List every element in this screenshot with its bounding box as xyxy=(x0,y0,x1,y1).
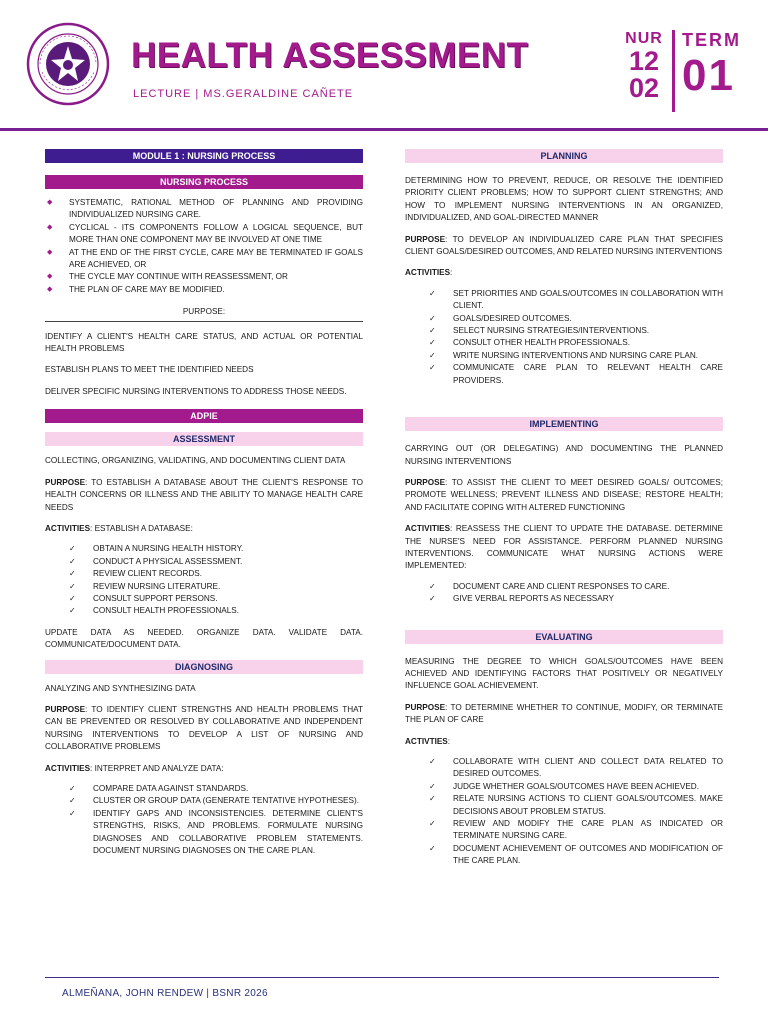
list-item: ✓ RELATE NURSING ACTIONS TO CLIENT GOALS/OUTCOMES. MAKE DECISIONS ABOUT PROBLEM STATUS. xyxy=(429,794,723,816)
list-item: ✓ GIVE VERBAL REPORTS AS NECESSARY xyxy=(429,593,723,605)
checkmark-icon: ✓ xyxy=(69,544,76,554)
checkmark-icon: ✓ xyxy=(429,338,436,348)
header-divider xyxy=(672,30,675,112)
list-item: ✓ GOALS/DESIRED OUTCOMES. xyxy=(429,313,723,325)
diamond-bullet-icon: ◆ xyxy=(47,285,53,293)
list-item: ◆ SYSTEMATIC, RATIONAL METHOD OF PLANNING AND PROVIDING INDIVIDUALIZED NURSING CARE. xyxy=(47,198,363,220)
module-bar: MODULE 1 : NURSING PROCESS xyxy=(45,149,363,163)
implementing-definition: CARRYING OUT (OR DELEGATING) AND DOCUMENTING THE PLANNED NURSING INTERVENTIONS xyxy=(405,444,723,466)
diamond-bullet-icon: ◆ xyxy=(47,248,53,256)
assessment-bar: ASSESSMENT xyxy=(45,432,363,446)
list-item: ✓ CLUSTER OR GROUP DATA (GENERATE TENTATIVE HYPOTHESES). xyxy=(69,795,363,807)
checkmark-icon: ✓ xyxy=(429,363,436,373)
checkmark-icon: ✓ xyxy=(69,606,76,616)
checkmark-icon: ✓ xyxy=(69,808,76,818)
diagnosing-activities: ACTIVITIES: INTERPRET AND ANALYZE DATA: xyxy=(45,763,224,773)
left-column xyxy=(45,149,363,857)
assessment-after: UPDATE DATA AS NEEDED. ORGANIZE DATA. VALIDATE DATA. COMMUNICATE/DOCUMENT DATA. xyxy=(45,627,363,650)
nursing-process-bar: NURSING PROCESS xyxy=(45,175,363,189)
diagnosing-activities-list xyxy=(45,783,363,857)
list-item: ✓ IDENTIFY GAPS AND INCONSISTENCIES. DETERMINE CLIENT'S STRENGTHS, RISKS, AND PROBLEMS. FORMULATE NURSING DIAGNOSES AND COLLABORATIVE PROBLEM STATEMENTS. DOCUMENT NURSING DIAGNOSES ON THE CARE PLAN. xyxy=(69,808,363,856)
checkmark-icon: ✓ xyxy=(429,781,436,791)
list-item: ✓ CONDUCT A PHYSICAL ASSESSMENT. xyxy=(69,556,363,568)
evaluating-activities: ACTIVTIES: xyxy=(405,736,451,746)
checkmark-icon: ✓ xyxy=(69,581,76,591)
checkmark-icon: ✓ xyxy=(429,757,436,766)
diamond-bullet-icon: ◆ xyxy=(47,199,53,206)
list-item: ✓ SET PRIORITIES AND GOALS/OUTCOMES IN COLLABORATION WITH CLIENT. xyxy=(429,288,723,311)
checkmark-icon: ✓ xyxy=(429,819,436,829)
adpie-bar: ADPIE xyxy=(45,409,363,423)
diamond-bullet-icon: ◆ xyxy=(47,223,53,231)
evaluating-bar: EVALUATING xyxy=(405,630,723,644)
checkmark-icon: ✓ xyxy=(69,593,76,603)
implementing-purpose: PURPOSE: TO ASSIST THE CLIENT TO MEET DESIRED GOALS/ OUTCOMES; PROMOTE WELLNESS; PREVENT ILLNESS AND DISEASE; RESTORE HEALTH; AND FACILITATE COPING WITH ALTERED FUNCTIONING xyxy=(405,477,723,512)
term-number: 01 xyxy=(682,51,735,100)
purpose-line: DELIVER SPECIFIC NURSING INTERVENTIONS TO ADDRESS THOSE NEEDS. xyxy=(45,386,347,396)
implementing-bar: IMPLEMENTING xyxy=(405,417,723,431)
list-item: ✓ CONSULT OTHER HEALTH PROFESSIONALS. xyxy=(429,337,723,349)
checkmark-icon: ✓ xyxy=(429,313,436,323)
header-rule xyxy=(0,128,768,131)
list-item: ✓ OBTAIN A NURSING HEALTH HISTORY. xyxy=(69,543,363,555)
checkmark-icon: ✓ xyxy=(429,794,436,804)
footer-author: ALMEÑANA, JOHN RENDEW | BSNR 2026 xyxy=(62,988,268,999)
assessment-activities-list xyxy=(45,543,363,617)
checkmark-icon: ✓ xyxy=(69,796,76,806)
list-item: ✓ REVIEW AND MODIFY THE CARE PLAN AS INDICATED OR TERMINATE NURSING CARE. xyxy=(429,819,723,841)
list-item: ✓ COMMUNICATE CARE PLAN TO RELEVANT HEALTH CARE PROVIDERS. xyxy=(429,363,723,385)
university-seal-icon xyxy=(26,22,110,106)
planning-definition: DETERMINING HOW TO PREVENT, REDUCE, OR RESOLVE THE IDENTIFIED PRIORITY CLIENT PROBLEMS; HOW TO SUPPORT CLIENT STRENGTHS; AND HOW TO IMPLEMENT NURSING INTERVENTIONS IN AN ORGANIZED, INDIVIDUALIZED, AND GOAL-DIRECTED MANNER xyxy=(405,176,723,223)
list-item: ✓ COMPARE DATA AGAINST STANDARDS. xyxy=(69,783,363,795)
checkmark-icon: ✓ xyxy=(429,288,436,298)
diagnosing-definition: ANALYZING AND SYNTHESIZING DATA xyxy=(45,683,196,693)
course-code xyxy=(624,30,664,102)
list-item: ◆ AT THE END OF THE FIRST CYCLE, CARE MAY BE TERMINATED IF GOALS ARE ACHIEVED, OR xyxy=(47,247,363,270)
implementing-activities-list xyxy=(405,581,723,606)
term-block xyxy=(682,30,741,101)
checkmark-icon: ✓ xyxy=(429,594,436,604)
assessment-activities: ACTIVITIES: ESTABLISH A DATABASE: xyxy=(45,523,193,533)
planning-bar: PLANNING xyxy=(405,149,723,163)
footer-rule xyxy=(45,977,719,978)
list-item: ✓ DOCUMENT CARE AND CLIENT RESPONSES TO CARE. xyxy=(429,581,723,593)
purpose-line: IDENTIFY A CLIENT'S HEALTH CARE STATUS, AND ACTUAL OR POTENTIAL HEALTH PROBLEMS xyxy=(45,331,363,354)
list-item: ✓ REVIEW NURSING LITERATURE. xyxy=(69,581,363,593)
checkmark-icon: ✓ xyxy=(69,556,76,566)
page-header xyxy=(0,0,768,125)
evaluating-definition: MEASURING THE DEGREE TO WHICH GOALS/OUTCOMES HAVE BEEN ACHIEVED AND IDENTIFYING FACTORS THAT POSITIVELY OR NEGATIVELY INFLUENCE GOAL ACHIEVEMENT. xyxy=(405,656,723,691)
page-title: HEALTH ASSESSMENT xyxy=(131,36,529,75)
term-label: TERM xyxy=(682,30,741,50)
diagnosing-purpose: PURPOSE: TO IDENTIFY CLIENT STRENGTHS AND HEALTH PROBLEMS THAT CAN BE PREVENTED OR RESOLVED BY COLLABORATIVE AND INDEPENDENT NURSING INTERVENTIONS TO DEVELOP A LIST OF NURSING AND COLLABORATIVE PROBLEMS xyxy=(45,704,363,752)
checkmark-icon: ✓ xyxy=(429,326,436,336)
purpose-heading: PURPOSE: xyxy=(45,306,363,321)
diagnosing-bar: DIAGNOSING xyxy=(45,660,363,674)
checkmark-icon: ✓ xyxy=(429,350,436,360)
checkmark-icon: ✓ xyxy=(69,569,76,579)
list-item: ✓ WRITE NURSING INTERVENTIONS AND NURSING CARE PLAN. xyxy=(429,350,723,362)
assessment-purpose: PURPOSE: TO ESTABLISH A DATABASE ABOUT THE CLIENT'S RESPONSE TO HEALTH CONCERNS OR ILLNESS AND THE ABILITY TO MANAGE HEALTH CARE NEEDS xyxy=(45,477,363,512)
list-item: ◆ THE CYCLE MAY CONTINUE WITH REASSESSMENT, OR xyxy=(45,271,363,283)
planning-activities-list xyxy=(405,288,723,387)
list-item: ✓ SELECT NURSING STRATEGIES/INTERVENTIONS. xyxy=(429,325,723,337)
planning-purpose: PURPOSE: TO DEVELOP AN INDIVIDUALIZED CARE PLAN THAT SPECIFIES CLIENT GOALS/DESIRED OUTCOMES, AND RELATED NURSING INTERVENTIONS xyxy=(405,234,723,257)
list-item: ✓ CONSULT HEALTH PROFESSIONALS. xyxy=(69,605,363,617)
list-item: ✓ JUDGE WHETHER GOALS/OUTCOMES HAVE BEEN ACHIEVED. xyxy=(429,781,723,793)
nursing-process-list xyxy=(45,197,363,296)
list-item: ✓ REVIEW CLIENT RECORDS. xyxy=(69,568,363,580)
list-item: ◆ THE PLAN OF CARE MAY BE MODIFIED. xyxy=(45,284,363,296)
evaluating-activities-list xyxy=(405,756,723,868)
right-column xyxy=(405,149,723,868)
course-number-1: 12 xyxy=(628,46,660,76)
lecture-subtitle: LECTURE | MS.GERALDINE CAÑETE xyxy=(133,88,354,100)
diamond-bullet-icon: ◆ xyxy=(47,273,53,281)
purpose-line: ESTABLISH PLANS TO MEET THE IDENTIFIED NEEDS xyxy=(45,365,254,375)
evaluating-purpose: PURPOSE: TO DETERMINE WHETHER TO CONTINUE, MODIFY, OR TERMINATE THE PLAN OF CARE xyxy=(405,702,723,725)
assessment-definition: COLLECTING, ORGANIZING, VALIDATING, AND DOCUMENTING CLIENT DATA xyxy=(45,456,346,466)
checkmark-icon: ✓ xyxy=(429,581,436,591)
list-item: ✓ COLLABORATE WITH CLIENT AND COLLECT DATA RELATED TO DESIRED OUTCOMES. xyxy=(429,757,723,779)
checkmark-icon: ✓ xyxy=(69,784,76,793)
list-item: ✓ DOCUMENT ACHIEVEMENT OF OUTCOMES AND MODIFICATION OF THE CARE PLAN. xyxy=(429,843,723,866)
planning-activities: ACTIVITIES: xyxy=(405,268,453,278)
list-item: ✓ CONSULT SUPPORT PERSONS. xyxy=(69,593,363,605)
checkmark-icon: ✓ xyxy=(429,843,436,853)
list-item: ◆ CYCLICAL - ITS COMPONENTS FOLLOW A LOGICAL SEQUENCE, BUT MORE THAN ONE COMPONENT MAY BE INVOLVED AT ONE TIME xyxy=(47,222,363,245)
course-number-2: 02 xyxy=(628,73,660,103)
implementing-activities: ACTIVITIES: REASSESS THE CLIENT TO UPDATE THE DATABASE. DETERMINE THE NURSE'S NEED FOR ASSISTANCE. PERFORM PLANNED NURSING INTERVENTIONS. COMMUNICATE WHAT NURSING ACTIONS WERE IMPLEMENTED: xyxy=(405,524,723,571)
course-label: NUR xyxy=(625,30,663,47)
